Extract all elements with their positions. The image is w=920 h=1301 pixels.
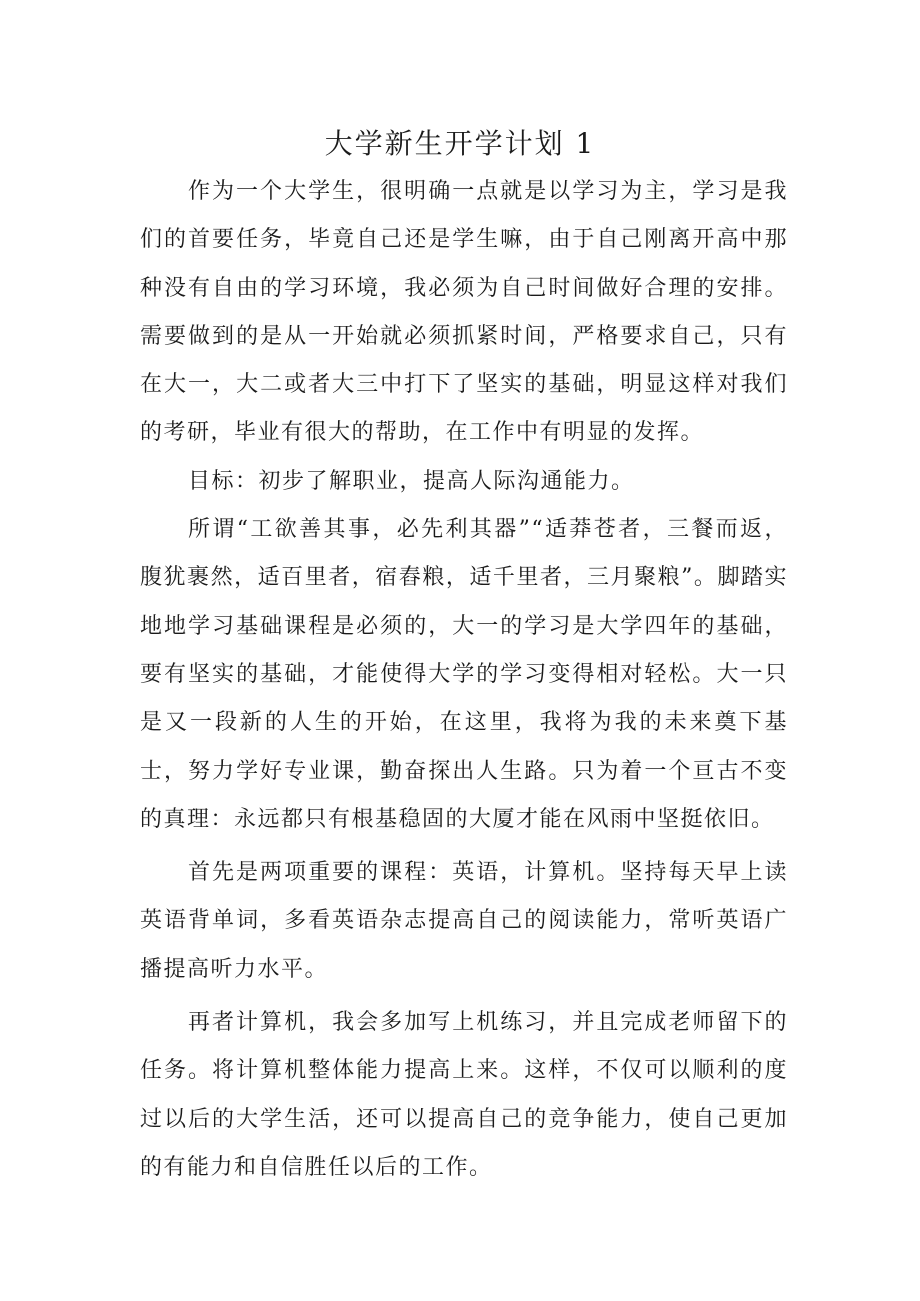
paragraph-courses: 首先是两项重要的课程：英语，计算机。坚持每天早上读英语背单词，多看英语杂志提高自己的阅读能力，常听英语广播提高听力水平。 [140,860,788,982]
document-body [140,168,788,1192]
document-title: 大学新生开学计划 1 [324,127,596,160]
paragraph-intro: 作为一个大学生，很明确一点就是以学习为主，学习是我们的首要任务，毕竟自己还是学生嘛，由于自己刚离开高中那种没有自由的学习环境，我必须为自己时间做好合理的安排。需要做到的是从一开始就必须抓紧时间，严格要求自己，只有在大一，大二或者大三中打下了坚实的基础，明显这样对我们的考研，毕业有很大的帮助，在工作中有明显的发挥。 [140,179,788,446]
paragraph-foundation: 所谓“工欲善其事，必先利其器”“适莽苍者，三餐而返，腹犹裹然，适百里者，宿舂粮，适千里者，三月聚粮”。脚踏实地地学习基础课程是必须的，大一的学习是大学四年的基础，要有坚实的基础，才能使得大学的学习变得相对轻松。大一只是又一段新的人生的开始，在这里，我将为我的未来奠下基士，努力学好专业课，勤奋探出人生路。只为着一个亘古不变的真理：永远都只有根基稳固的大厦才能在风雨中坚挺依旧。 [140,517,788,832]
paragraph-computer: 再者计算机，我会多加写上机练习，并且完成老师留下的任务。将计算机整体能力提高上来。这样，不仅可以顺利的度过以后的大学生活，还可以提高自己的竞争能力，使自己更加的有能力和自信胜任以后的工作。 [140,1010,788,1180]
paragraph-goal: 目标：初步了解职业，提高人际沟通能力。 [188,468,635,494]
